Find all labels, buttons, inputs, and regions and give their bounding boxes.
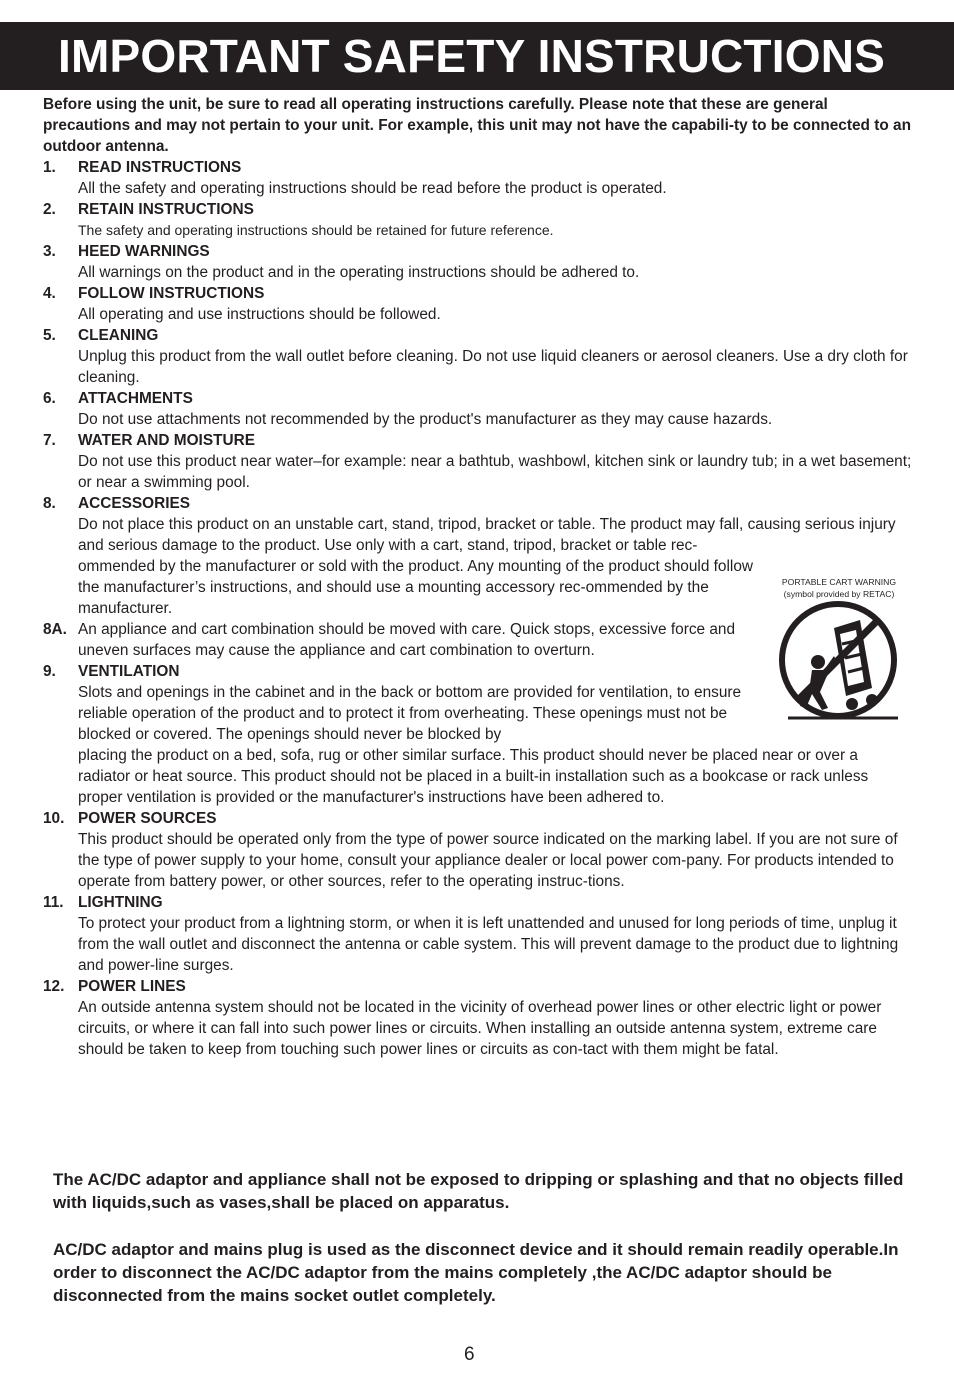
item-heading: FOLLOW INSTRUCTIONS: [78, 285, 265, 302]
instruction-item-7: [43, 430, 913, 493]
instruction-item-2: [43, 199, 913, 241]
item-heading: ACCESSORIES: [78, 495, 191, 512]
item-number: 8A.: [43, 621, 67, 638]
adaptor-warning-liquids: The AC/DC adaptor and appliance shall not be exposed to dripping or splashing and that no objects filled with liquids,such as vases,shall be placed on apparatus.: [53, 1170, 904, 1212]
item-number: 4.: [43, 285, 56, 302]
item-body: Slots and openings in the cabinet and in the back or bottom are provided for ventilation, to ensure reliable operation of the product and to protect it from overheating. These openings must not be blocked or covered. The openings should never be blocked by: [78, 684, 742, 743]
instruction-item-10: [43, 808, 913, 892]
adaptor-warnings: [53, 1168, 921, 1331]
item-body: Do not use attachments not recommended by the product's manufacturer as they may cause hazards.: [78, 411, 773, 428]
item-number: 8.: [43, 495, 56, 512]
item-body: Do not use this product near water–for example: near a bathtub, washbowl, kitchen sink or laundry tub; in a wet basement; or near a swimming pool.: [78, 453, 912, 491]
instruction-item-4: [43, 283, 913, 325]
cart-warning-source: (symbol provided by RETAC): [783, 589, 895, 599]
item-number: 7.: [43, 432, 56, 449]
instruction-item-12: [43, 976, 913, 1060]
item-heading: CLEANING: [78, 327, 159, 344]
portable-cart-warning: [776, 576, 902, 726]
intro-paragraph: Before using the unit, be sure to read all operating instructions carefully. Please note that these are general precautions and may not pertain to your unit. For example, this unit may not have the capabili-ty to be connected to an outdoor antenna.: [43, 96, 911, 155]
item-body: An outside antenna system should not be located in the vicinity of overhead power lines or other electric light or power circuits, or where it can fall into such power lines or circuits. When installing an outside antenna system, extreme care should be taken to keep from touching such power lines or circuits as con-tact with them might be fatal.: [78, 999, 882, 1058]
adaptor-warning-disconnect: AC/DC adaptor and mains plug is used as the disconnect device and it should remain readily operable.In order to disconnect the AC/DC adaptor from the mains completely ,the AC/DC adaptor should be disconnected from the mains socket outlet completely.: [53, 1240, 899, 1305]
item-number: 5.: [43, 327, 56, 344]
item-number: 6.: [43, 390, 56, 407]
item-body: The safety and operating instructions should be retained for future reference.: [78, 222, 554, 238]
item-heading: POWER LINES: [78, 978, 186, 995]
item-heading: POWER SOURCES: [78, 810, 217, 827]
item-body: Unplug this product from the wall outlet before cleaning. Do not use liquid cleaners or aerosol cleaners. Use a dry cloth for cleaning.: [78, 348, 908, 386]
item-number: 2.: [43, 201, 56, 218]
item-body: All operating and use instructions should be followed.: [78, 306, 441, 323]
item-number: 10.: [43, 810, 65, 827]
instruction-item-11: [43, 892, 913, 976]
tipping-cart-icon: [776, 600, 902, 724]
title-banner: [0, 22, 954, 90]
cart-warning-caption: PORTABLE CART WARNING: [781, 577, 897, 587]
item-number: 9.: [43, 663, 56, 680]
item-heading: HEED WARNINGS: [78, 243, 210, 260]
page-title: IMPORTANT SAFETY INSTRUCTIONS: [58, 30, 885, 82]
item-body-continued: ommended by the manufacturer or sold with the product. Any mounting of the product should follow the manufacturer’s instructions, and should use a mounting accessory rec-ommended by the manufacturer.: [78, 558, 754, 617]
item-body: To protect your product from a lightning storm, or when it is left unattended and unused for long periods of time, unplug it from the wall outlet and disconnect the antenna or cable system. This will prevent damage to the product due to lightning and power-line surges.: [78, 915, 899, 974]
instruction-item-3: [43, 241, 913, 283]
item-number: 1.: [43, 159, 56, 176]
instruction-item-1: [43, 157, 913, 199]
item-number: 12.: [43, 978, 65, 995]
page-number: 6: [464, 1344, 475, 1365]
item-body-continued: placing the product on a bed, sofa, rug or other similar surface. This product should never be placed near or over a radiator or heat source. This product should not be placed in a built-in installation such as a bookcase or rack unless proper ventilation is provided or the manufacturer's instructions have been adhered to.: [78, 747, 869, 806]
item-heading: VENTILATION: [78, 663, 180, 680]
instruction-item-6: [43, 388, 913, 430]
item-heading: WATER AND MOISTURE: [78, 432, 255, 449]
item-heading: LIGHTNING: [78, 894, 163, 911]
item-body: An appliance and cart combination should be moved with care. Quick stops, excessive force and uneven surfaces may cause the appliance and cart combination to overturn.: [78, 621, 736, 659]
item-number: 11.: [43, 894, 64, 911]
item-heading: RETAIN INSTRUCTIONS: [78, 201, 254, 218]
item-body: This product should be operated only from the type of power source indicated on the marking label. If you are not sure of the type of power supply to your home, consult your appliance dealer or local power com-pany. For products intended to operate from battery power, or other sources, refer to the operating instruc-tions.: [78, 831, 898, 890]
item-body: All the safety and operating instructions should be read before the product is operated.: [78, 180, 667, 197]
item-heading: ATTACHMENTS: [78, 390, 193, 407]
instruction-item-5: [43, 325, 913, 388]
item-body: Do not place this product on an unstable cart, stand, tripod, bracket or table. The product may fall, causing serious injury and serious damage to the product. Use only with a cart, stand, tripod, bracket or table rec-: [78, 516, 896, 554]
item-body: All warnings on the product and in the operating instructions should be adhered to.: [78, 264, 640, 281]
item-number: 3.: [43, 243, 56, 260]
item-heading: READ INSTRUCTIONS: [78, 159, 242, 176]
